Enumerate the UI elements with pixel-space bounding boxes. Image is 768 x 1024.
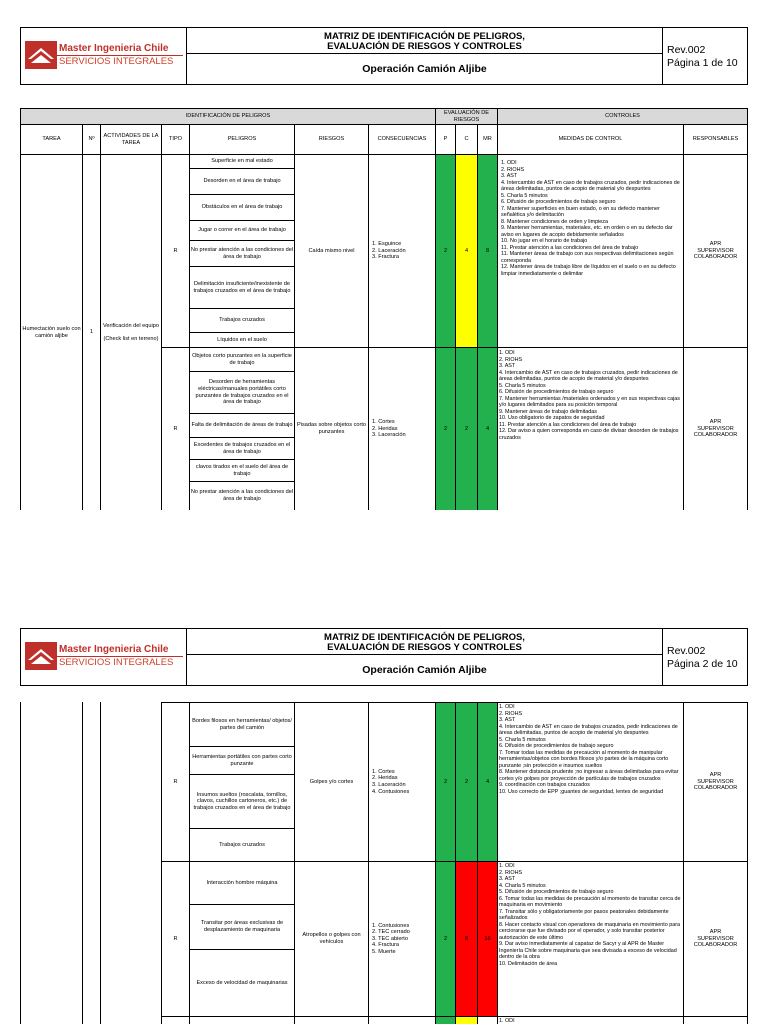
actividad-cell: Verificación del equipo (Check list en terreno) — [100, 154, 162, 510]
block1-peligro-1: Desorden en el área de trabajo — [189, 168, 295, 195]
block1-peligro-7: Líquidos en el suelo — [189, 332, 295, 348]
company-logo — [21, 629, 187, 685]
col-tipo: TIPO — [161, 124, 190, 155]
block1-riesgo: Caída mismo nivel — [294, 154, 369, 348]
block3-consecuencias: 1. Cortes 2. Heridas 3. Laceración 4. Contusiones — [368, 702, 436, 862]
company-name: Master Ingenieria Chile — [59, 43, 169, 54]
block1-p: 2 — [435, 154, 456, 348]
block2-tipo: R — [161, 347, 190, 510]
block2-p: 2 — [435, 347, 456, 510]
block4-mr: 16 — [477, 861, 498, 1017]
company-logo — [21, 28, 187, 84]
block4-riesgo: Atropellos o golpes con vehículos — [294, 861, 369, 1017]
tarea-cell: Humectación suelo con camión aljibe — [20, 154, 83, 510]
block4-medidas-cell — [497, 861, 684, 1017]
operation-title: Operación Camión Aljibe — [362, 63, 487, 75]
block1-peligro-6: Trabajos cruzados — [189, 308, 295, 333]
block1-peligro-5: Delimitación insuficiente/inexistente de trabajos cruzados en el área de trabajo — [189, 266, 295, 309]
block3-tipo: R — [161, 702, 190, 862]
col-num: Nº — [82, 124, 101, 155]
block3-medidas: 1. ODI 2. RIOHS 3. AST 4. Intercambio de AST en caso de trabajos cruzados, pedir indicaciones de áreas delimitadas, puntos de acopio de material y/o despuntes 5. Charla 5 minutos 6. Difusión de procedimientos de trabajo seguro 7. Tomar todas las medidas de precaución al momento de manipular herramientas/objetos con bordes filosos y/o partes de la máquina corto punzante ;sin protección e insumos sueltos 8. Mantener distancia prudente ;no ingresar a áreas delimitadas para evitar cortes y/o golpes por proyección de partículas de trabajos cruzados 9. coordinación con trabajos cruzados 10. Uso correcto de EPP ;guantes de seguridad, lentes de seguridad — [499, 704, 679, 795]
block3-riesgo: Golpes y/o cortes — [294, 702, 369, 862]
block1-consecuencias: 1. Esguince 2. Laceración 3. Fractura — [368, 154, 436, 348]
block1-medidas: 1. ODI 2. RIOHS 3. AST 4. Intercambio de AST en caso de trabajos cruzados, pedir indicaciones de áreas delimitadas, puntos de acopio de material y/o despuntes 5. Charla 5 minutos 6. Difusión de procedimientos de trabajo seguro 7. Mantener superficies en buen estado, o en su defecto mantener señalética y/o delimitación 8. Mantener condiciones de orden y limpieza 9. Mantener herramientas, materiales, etc. en orden o en su defecto dar aviso en lugares de acopio debidamente señalados 10. No jugar en el horario de trabajo 11. Prestar atención a las condiciones del área de trabajo 11. Mantener áreas de trabajo con sus respectivas delimitaciones según corresponda 12. Mantener área de trabajo libre de líquidos en el suelo o en su defecto limpiar inmediatamente o delimitar — [501, 160, 680, 277]
block1-peligro-4: No prestar atención a las condiciones del área de trabajo — [189, 240, 295, 267]
block2-consecuencias: 1. Cortes 2. Heridas 3. Laceración — [368, 347, 436, 510]
house-logo-icon — [25, 41, 57, 69]
group-evaluacion: EVALUACIÓN DE RIESGOS — [435, 108, 498, 125]
block2-c: 2 — [455, 347, 478, 510]
group-identificacion: IDENTIFICACIÓN DE PELIGROS — [20, 108, 436, 125]
company-subtitle: SERVICIOS INTEGRALES — [59, 657, 174, 668]
operation-title: Operación Camión Aljibe — [362, 664, 487, 676]
block3-peligro-2: Insumos sueltos (roscalata, tornillos, clavos, cuchillos cartoneros, etc.) de trabajos cruzados en el área de trabajo — [189, 774, 295, 829]
block3-c: 2 — [455, 702, 478, 862]
document-title: MATRIZ DE IDENTIFICACIÓN DE PELIGROS, EVALUACIÓN DE RIESGOS Y CONTROLES — [187, 629, 662, 655]
block3-mr: 4 — [477, 702, 498, 862]
page2-header — [20, 628, 748, 686]
col-p: P — [435, 124, 456, 155]
block4-peligro-1: Transitar por áreas exclusivas de desplazamiento de maquinaria — [189, 904, 295, 950]
col-peligros: PELIGROS — [189, 124, 295, 155]
block3-medidas-cell — [497, 702, 684, 862]
block2-peligro-4: clavos tirados en el suelo del área de trabajo — [189, 459, 295, 482]
block3-responsables: APR SUPERVISOR COLABORADOR — [683, 702, 748, 862]
revision-info: Rev.002 Página 1 de 10 — [667, 44, 738, 69]
block1-tipo: R — [161, 154, 190, 348]
document-title: MATRIZ DE IDENTIFICACIÓN DE PELIGROS, EVALUACIÓN DE RIESGOS Y CONTROLES — [187, 28, 662, 54]
block2-mr: 4 — [477, 347, 498, 510]
block4-medidas: 1. ODI 2. RIOHS 3. AST 4. Charla 5 minutos 5. Difusión de procedimientos de trabajo seguro 6. Tomar todas las medidas de precaución al momento de transitar cerca de maquinaria en movimiento 7. Transitar sólo y obligatoriamente por pasos peatonales debidamente señalizados 8. Hacer contacto visual con operadores de maquinaria en movimiento para cerciorarse que fue divisado por el operador, y solo transitar posterior autorización de este último 9. Dar aviso inmediatamente al capataz de Sacyr y al APR de Master Ingeniería Chile sobre maquinaria que sea divisada a exceso de velocidad dentro de la obra 10. Delimitación de área — [499, 863, 681, 967]
block4-c: 8 — [455, 861, 478, 1017]
block2-peligro-2: Falta de delimitación de áreas de trabajo — [189, 413, 295, 438]
block2-peligro-3: Excedentes de trabajos cruzados en el área de trabajo — [189, 437, 295, 460]
block1-peligro-2: Obstáculos en el área de trabajo — [189, 194, 295, 221]
col-actividades: ACTIVIDADES DE LA TAREA — [100, 124, 162, 155]
block1-c: 4 — [455, 154, 478, 348]
col-medidas: MEDIDAS DE CONTROL — [497, 124, 684, 155]
block3-peligro-3: Trabajos cruzados — [189, 828, 295, 862]
block4-responsables: APR SUPERVISOR COLABORADOR — [683, 861, 748, 1017]
num-cell: 1 — [82, 154, 101, 510]
col-tarea: TAREA — [20, 124, 83, 155]
col-mr: MR — [477, 124, 498, 155]
block2-medidas-cell — [497, 347, 684, 510]
revision-info: Rev.002 Página 2 de 10 — [667, 645, 738, 670]
block4-p: 2 — [435, 861, 456, 1017]
block1-mr: 8 — [477, 154, 498, 348]
block4-tipo: R — [161, 861, 190, 1017]
col-consecuencias: CONSECUENCIAS — [368, 124, 436, 155]
group-controles: CONTROLES — [497, 108, 748, 125]
block4-consecuencias: 1. Contusiones 2. TEC cerrado 3. TEC abierto 4. Fractura 5. Muerte — [368, 861, 436, 1017]
col-riesgos: RIESGOS — [294, 124, 369, 155]
page1-header — [20, 27, 748, 85]
company-name: Master Ingenieria Chile — [59, 644, 169, 655]
block2-peligro-0: Objetos corto punzantes en la superficie de trabajo — [189, 347, 295, 372]
company-subtitle: SERVICIOS INTEGRALES — [59, 56, 174, 67]
block3-p: 2 — [435, 702, 456, 862]
block2-riesgo: Pisadas sobre objetos corto punzantes — [294, 347, 369, 510]
house-logo-icon — [25, 642, 57, 670]
block2-medidas: 1. ODI 2. RIOHS 3. AST 4. Intercambio de AST en caso de trabajos cruzados, pedir indicaciones de áreas delimitadas, puntos de acopio de material y/o despuntes 5. Charla 5 minutos 6. Difusión de procedimientos de trabajo seguro 7. Mantener herramientas /materiales ordenados y en sus respectivas cajas y/o lugares delimitados para su posición temporal 9. Mantener áreas de trabajo delimitadas 10. Uso obligatorio de zapatos de seguridad 11. Prestar atención a las condiciones del área de trabajo 12. Dar aviso a quien corresponda en caso de divisar desorden de trabajos cruzados — [499, 350, 680, 441]
block2-responsables: APR SUPERVISOR COLABORADOR — [683, 347, 748, 510]
block1-medidas-cell — [497, 154, 684, 348]
block4-peligro-2: Exceso de velocidad de maquinarias — [189, 949, 295, 1017]
block1-responsables: APR SUPERVISOR COLABORADOR — [683, 154, 748, 348]
block3-peligro-1: Herramientas portátiles con partes corto punzante — [189, 746, 295, 775]
block5-medidas: 1. ODI — [499, 1018, 515, 1024]
block4-peligro-0: Interacción hombre máquina — [189, 861, 295, 905]
col-c: C — [455, 124, 478, 155]
block2-peligro-5: No prestar atención a las condiciones del área de trabajo — [189, 481, 295, 510]
block5-medidas-cell — [497, 1016, 684, 1024]
block2-peligro-1: Desorden de herramientas eléctricas/manuales portátiles corto punzantes de trabajos cruzados en el área de trabajo — [189, 371, 295, 414]
block1-peligro-3: Jugar o correr en el área de trabajo — [189, 220, 295, 241]
block3-peligro-0: Bordes filosos en herramientas/ objetos/ partes del camión — [189, 702, 295, 747]
block1-peligro-0: Superficie en mal estado — [189, 154, 295, 169]
col-responsables: RESPONSABLES — [683, 124, 748, 155]
